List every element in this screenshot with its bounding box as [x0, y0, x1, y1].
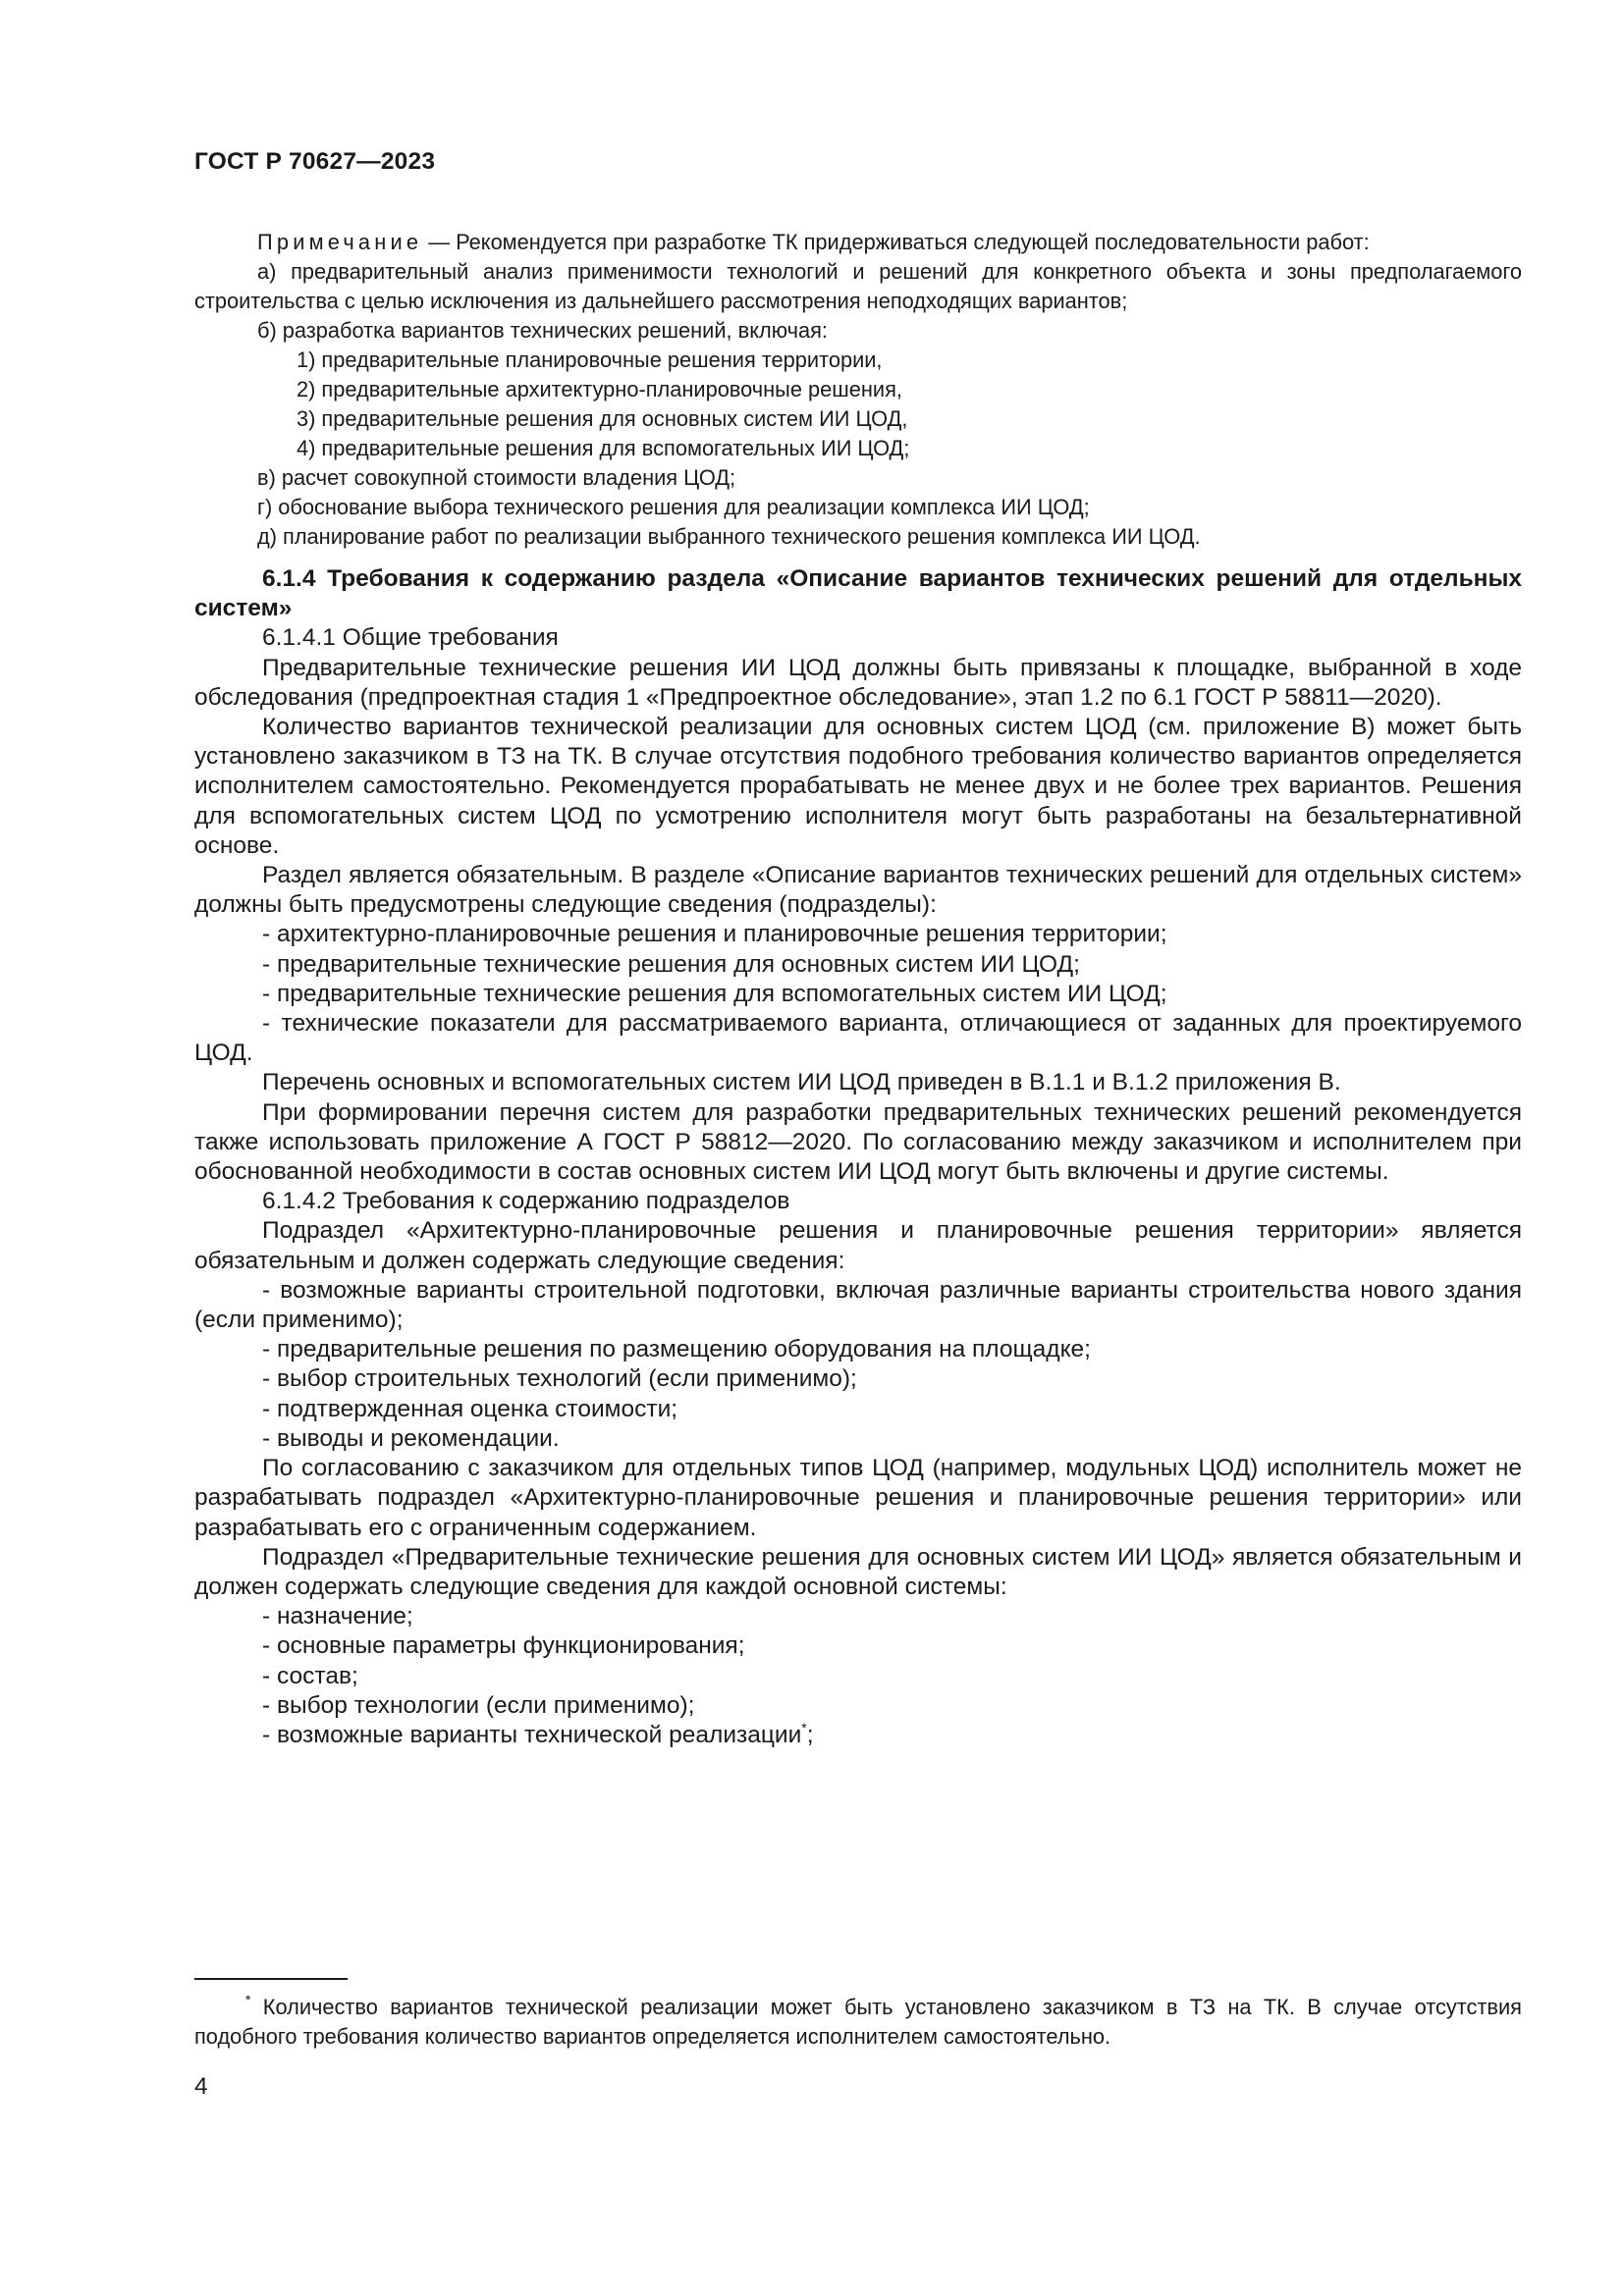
list-item: - подтвержденная оценка стоимости; [262, 1395, 678, 1422]
paragraph: По согласованию с заказчиком для отдельных типов ЦОД (например, модульных ЦОД) исполнитель может не разрабатывать подраздел «Архитектурно-планировочные решения и планировочные решения территории» или разрабатывать его с ограниченным содержанием. [194, 1455, 1522, 1541]
list-item: - основные параметры функционирования; [262, 1632, 745, 1660]
footnote-divider [194, 1978, 348, 1980]
list-item: - выводы и рекомендации. [262, 1424, 560, 1452]
paragraph: Предварительные технические решения ИИ ЦОД должны быть привязаны к площадке, выбранной в ходе обследования (предпроектная стадия 1 «Предпроектное обследование», этап 1.2 по 6.1 ГОСТ Р 58811—2020). [194, 654, 1522, 711]
list-item: - технические показатели для рассматриваемого варианта, отличающиеся от заданных для проектируемого ЦОД. [194, 1010, 1522, 1067]
list-item-end: ; [806, 1721, 814, 1748]
subsection-title: 6.1.4.1 Общие требования [262, 624, 559, 652]
footnote-text [194, 1993, 1522, 2052]
note-item: д) планирование работ по реализации выбранного технического решения комплекса ИИ ЦОД. [257, 524, 1201, 549]
list-item: - предварительные технические решения для вспомогательных систем ИИ ЦОД; [262, 980, 1167, 1007]
list-item: - предварительные решения по размещению оборудования на площадке; [262, 1336, 1091, 1363]
list-item: - состав; [262, 1662, 358, 1689]
note-subitem: 1) предварительные планировочные решения территории, [297, 347, 883, 372]
footnote-mark: * [245, 1992, 251, 2007]
footnote [194, 1993, 1522, 2052]
paragraph: При формировании перечня систем для разработки предварительных технических решений рекомендуется также использовать приложение А ГОСТ Р 58812—2020. По согласованию между заказчиком и исполнителем при обоснованной необходимости в состав основных систем ИИ ЦОД могут быть включены и другие системы. [194, 1098, 1522, 1186]
note-block [194, 228, 1522, 552]
note-item: а) предварительный анализ применимости технологий и решений для конкретного объекта и зоны предполагаемого строительства с целью исключения из дальнейшего рассмотрения неподходящих вариантов; [194, 259, 1522, 313]
list-item [194, 1721, 1522, 1750]
subsection-title: 6.1.4.2 Требования к содержанию подразделов [262, 1188, 790, 1215]
document-header: ГОСТ Р 70627—2023 [194, 148, 436, 175]
note-item: б) разработка вариантов технических решений, включая: [257, 318, 828, 343]
list-item-text: - возможные варианты технической реализации [262, 1721, 802, 1748]
note-item: в) расчет совокупной стоимости владения ЦОД; [257, 465, 736, 490]
list-item: - архитектурно-планировочные решения и планировочные решения территории; [262, 921, 1167, 948]
section-body [194, 564, 1522, 1750]
paragraph: Перечень основных и вспомогательных систем ИИ ЦОД приведен в В.1.1 и В.1.2 приложения В. [262, 1069, 1341, 1096]
note-subitem: 4) предварительные решения для вспомогательных ИИ ЦОД; [297, 436, 910, 460]
note-intro [194, 228, 1522, 257]
list-item: - назначение; [262, 1603, 413, 1630]
list-item: - выбор строительных технологий (если применимо); [262, 1365, 857, 1393]
page-number: 4 [194, 2073, 208, 2100]
list-item: - выбор технологии (если применимо); [262, 1691, 695, 1719]
footnote-reference[interactable]: * [801, 1719, 807, 1735]
paragraph: Подраздел «Предварительные технические решения для основных систем ИИ ЦОД» является обязательным и должен содержать следующие сведения для каждой основной системы: [194, 1543, 1522, 1600]
list-item: - предварительные технические решения для основных систем ИИ ЦОД; [262, 950, 1080, 978]
footnote-body: Количество вариантов технической реализации может быть установлено заказчиком в ТЗ на ТК. В случае отсутствия подобного требования количество вариантов определяется исполнителем самостоятельно. [194, 1995, 1522, 2049]
note-item: г) обоснование выбора технического решения для реализации комплекса ИИ ЦОД; [257, 495, 1090, 519]
note-subitem: 2) предварительные архитектурно-планировочные решения, [297, 377, 902, 401]
section-heading: 6.1.4 Требования к содержанию раздела «Описание вариантов технических решений для отдельных систем» [194, 565, 1522, 622]
paragraph: Подраздел «Архитектурно-планировочные решения и планировочные решения территории» является обязательным и должен содержать следующие сведения: [194, 1217, 1522, 1274]
note-intro-text: — Рекомендуется при разработке ТК придерживаться следующей последовательности работ: [422, 230, 1370, 254]
page-content [194, 228, 1522, 1750]
note-subitem: 3) предварительные решения для основных систем ИИ ЦОД, [297, 406, 908, 431]
paragraph: Количество вариантов технической реализации для основных систем ЦОД (см. приложение В) может быть установлено заказчиком в ТЗ на ТК. В случае отсутствия подобного требования количество вариантов определяется исполнителем самостоятельно. Рекомендуется прорабатывать не менее двух и не более трех вариантов. Решения для вспомогательных систем ЦОД по усмотрению исполнителя могут быть разработаны на безальтернативной основе. [194, 714, 1522, 859]
list-item: - возможные варианты строительной подготовки, включая различные варианты строительства нового здания (если применимо); [194, 1276, 1522, 1334]
note-label: Примечание [257, 230, 423, 254]
paragraph: Раздел является обязательным. В разделе «Описание вариантов технических решений для отдельных систем» должны быть предусмотрены следующие сведения (подразделы): [194, 862, 1522, 919]
